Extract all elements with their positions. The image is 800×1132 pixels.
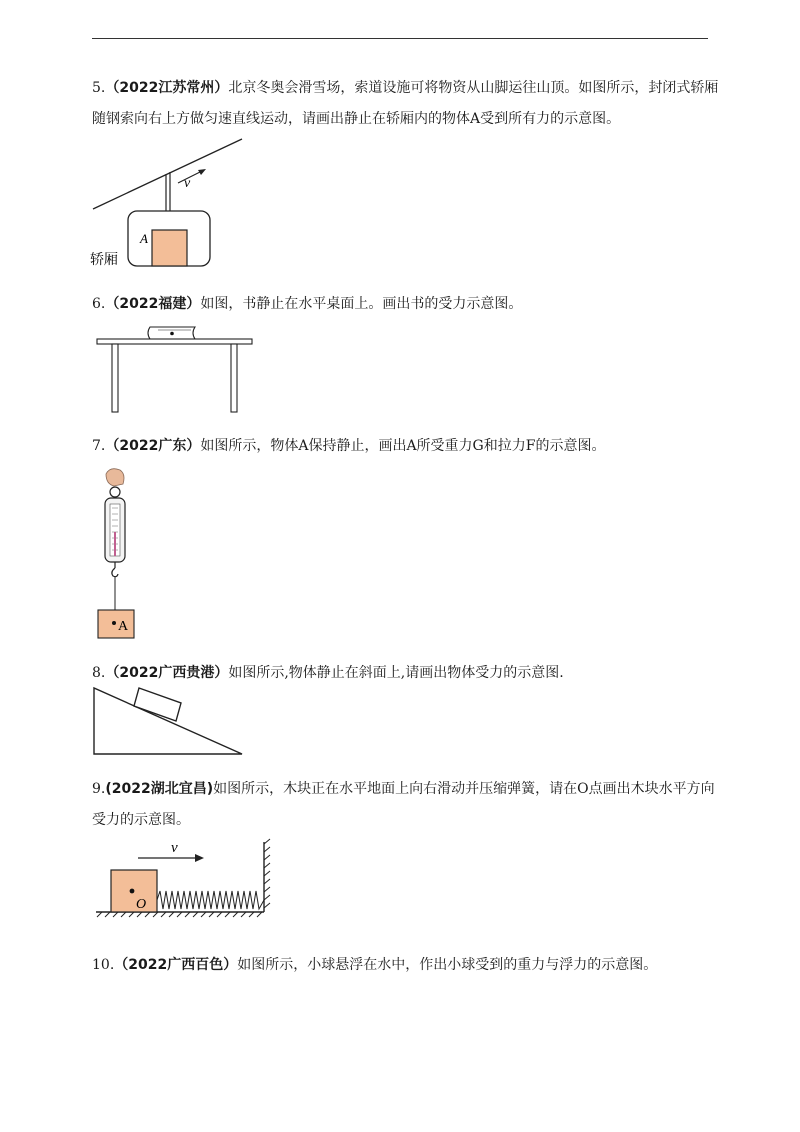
top-ring — [110, 487, 120, 497]
question-source: （2022广东） — [105, 438, 201, 454]
question-number: 9. — [92, 781, 106, 797]
table-top — [97, 339, 252, 344]
hook — [112, 568, 118, 577]
figure-cable-car — [90, 136, 250, 268]
question-6 — [92, 289, 722, 320]
hand-icon — [106, 469, 124, 486]
question-source: (2022湖北宜昌) — [105, 781, 214, 797]
header-rule — [92, 38, 708, 39]
compressed-spring — [157, 891, 264, 909]
question-5 — [92, 73, 722, 135]
figure-spring-block — [94, 838, 274, 918]
question-number: 5. — [92, 80, 106, 96]
question-text: 北京冬奥会滑雪场，索道设施可将物资从山脚运往山顶。如图所示，封闭式轿厢随钢索向右上方做匀速直线运动，请画出静止在轿厢内的物体A受到所有力的示意图。 — [92, 80, 719, 127]
question-text: 如图所示，物体A保持静止，画出A所受重力G和拉力F的示意图。 — [200, 438, 606, 454]
object-a-block — [98, 610, 134, 638]
velocity-arrowhead — [195, 854, 204, 862]
point-o-dot — [130, 889, 135, 894]
question-number: 8. — [92, 665, 106, 681]
question-number: 7. — [92, 438, 106, 454]
question-10 — [92, 950, 722, 981]
figure-incline — [92, 684, 244, 756]
question-7 — [92, 431, 722, 462]
wall-hatch — [264, 839, 270, 908]
object-a-label: A — [140, 231, 148, 246]
ground-hatch — [97, 912, 262, 917]
velocity-label: v — [171, 840, 178, 856]
object-a-label: A — [118, 619, 129, 634]
velocity-label: v — [184, 176, 191, 191]
question-source: （2022广西百色） — [114, 957, 238, 973]
table-leg-left — [112, 344, 118, 412]
question-9 — [92, 774, 722, 836]
question-text: 如图，书静止在水平桌面上。画出书的受力示意图。 — [200, 296, 523, 312]
figure-book-on-table — [94, 322, 256, 414]
question-text: 如图所示，木块正在水平地面上向右滑动并压缩弹簧，请在O点画出木块水平方向受力的示意图。 — [92, 781, 715, 828]
question-number: 6. — [92, 296, 106, 312]
question-source: （2022江苏常州） — [105, 80, 229, 96]
question-source: （2022广西贵港） — [105, 665, 229, 681]
question-text: 如图所示,物体静止在斜面上,请画出物体受力的示意图. — [228, 665, 564, 681]
cable-car-label: 轿厢 — [90, 253, 118, 268]
question-text: 如图所示，小球悬浮在水中，作出小球受到的重力与浮力的示意图。 — [237, 957, 658, 973]
question-number: 10. — [92, 957, 115, 973]
point-o-label: O — [136, 897, 147, 912]
table-leg-right — [231, 344, 237, 412]
cable-line — [93, 139, 242, 209]
question-source: （2022福建） — [105, 296, 201, 312]
book-center-dot — [170, 332, 174, 336]
object-a-block — [152, 230, 187, 266]
center-dot — [112, 621, 116, 625]
scale-pointer — [114, 532, 116, 556]
figure-spring-scale — [92, 468, 142, 640]
